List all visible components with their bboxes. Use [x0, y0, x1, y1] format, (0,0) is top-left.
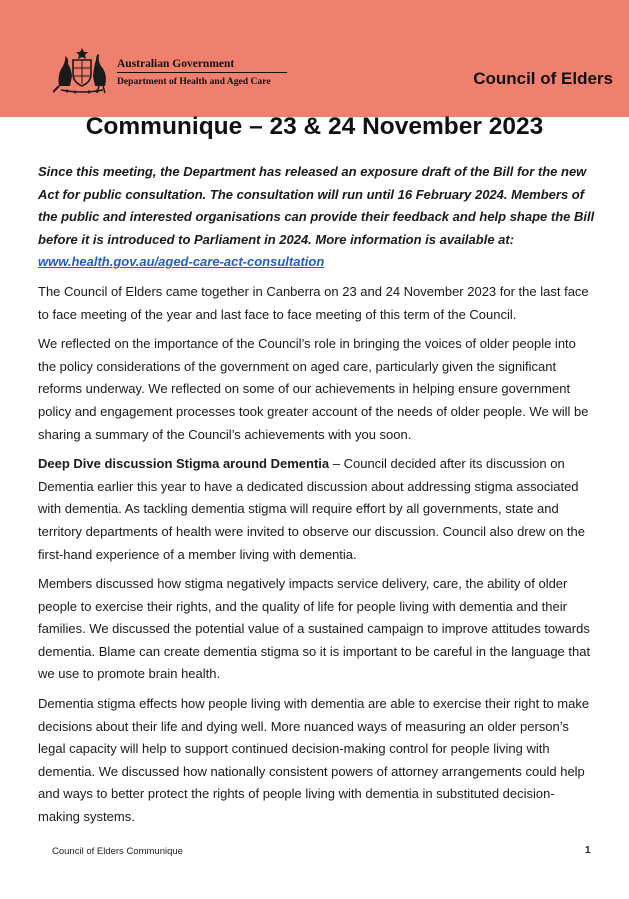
- intro-paragraph: [38, 161, 596, 274]
- government-logo-text: [117, 57, 287, 88]
- council-label: Council of Elders: [473, 69, 613, 88]
- page-title: Communique – 23 & 24 November 2023: [85, 113, 544, 140]
- department-name: Department of Health and Aged Care: [117, 76, 271, 87]
- coat-of-arms-icon: [53, 46, 111, 94]
- paragraph-decision-making: Dementia stigma effects how people living with dementia are able to exercise their right to make decisions about their life and dying well. More nuanced ways of measuring an older person’s legal capacity will help to support continued decision-making control for people living with dementia. We discussed how nationally consistent powers of attorney arrangements could help and ways to better protect the rights of people living with dementia in substituted decision-making systems.: [38, 696, 590, 825]
- intro-text: Since this meeting, the Department has released an exposure draft of the Bill for the new Act for public consultation. The consultation will run until 16 February 2024. Members of the public and interested organisations can provide their feedback and help shape the Bill before it is introduced to Parliament in 2024. More information is available at:: [38, 164, 595, 247]
- paragraph-reflection: We reflected on the importance of the Council’s role in bringing the voices of older people into the policy considerations of the government on aged care, particularly given the significant reforms underway. We reflected on some of our achievements in helping ensure government policy and engagement processes took greater account of the needs of older people. We will be sharing a summary of the Council’s achievements with you soon.: [38, 336, 589, 442]
- logo-divider: [117, 72, 287, 73]
- consultation-link[interactable]: www.health.gov.au/aged-care-act-consultation: [38, 254, 325, 270]
- footer-title: Council of Elders Communique: [52, 846, 183, 857]
- page-number: 1: [585, 845, 591, 856]
- paragraph-deep-dive: [38, 453, 596, 566]
- paragraph-meeting: The Council of Elders came together in Canberra on 23 and 24 November 2023 for the last face to face meeting of the year and last face to face meeting of this term of the Council.: [38, 283, 589, 322]
- paragraph-stigma-impact: Members discussed how stigma negatively impacts service delivery, care, the ability of older people to exercise their rights, and the quality of life for people living with dementia and their families. We discussed the potential value of a sustained campaign to improve attitudes towards dementia. Blame can create dementia stigma so it is important to be careful in the language that we use to promote brain health.: [38, 576, 591, 682]
- deep-dive-heading: Deep Dive discussion Stigma around Dementia: [38, 456, 330, 472]
- government-name: Australian Government: [117, 58, 235, 70]
- document-body: [38, 161, 596, 836]
- deep-dive-body: – Council decided after its discussion on Dementia earlier this year to have a dedicated discussion about addressing stigma associated with dementia. As tackling dementia stigma will require effort by all governments, state and territory departments of health were invited to observe our discussion. Council also drew on the first-hand experience of a member living with dementia.: [38, 456, 586, 562]
